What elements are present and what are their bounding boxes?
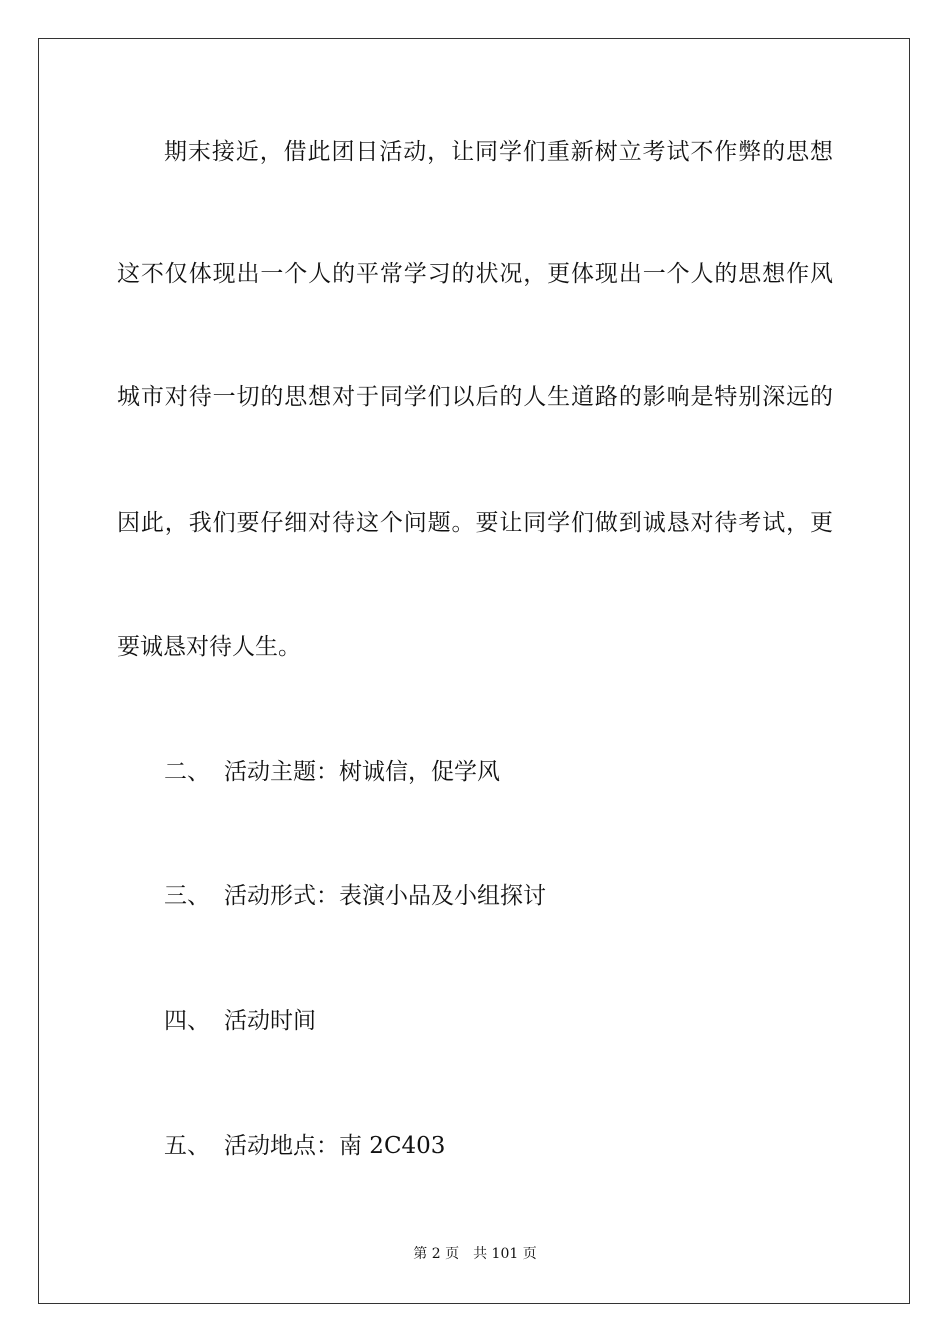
page-total: 共 101 页 (473, 1246, 537, 1262)
list-item-text: 活动主题：树诚信，促学风 (224, 759, 500, 785)
list-item-number: 三、 (164, 883, 210, 909)
page-border (38, 38, 910, 1304)
list-item-number: 四、 (164, 1008, 210, 1034)
paragraph-line-5: 要诚恳对待人生。 (117, 634, 301, 660)
page-footer (0, 1245, 950, 1263)
paragraph-line-2: 这不仅体现出一个人的平常学习的状况，更体现出一个人的思想作风 (117, 261, 833, 287)
list-item-form (164, 881, 546, 911)
list-item-time (164, 1006, 316, 1036)
page-number: 第 2 页 (413, 1246, 460, 1262)
list-item-theme (164, 757, 500, 787)
list-item-number: 五、 (164, 1133, 210, 1159)
list-item-text: 活动时间 (224, 1008, 316, 1034)
paragraph-line-4: 因此，我们要仔细对待这个问题。要让同学们做到诚恳对待考试，更 (117, 510, 833, 536)
paragraph-line-3: 城市对待一切的思想对于同学们以后的人生道路的影响是特别深远的 (117, 384, 833, 410)
paragraph-line-1: 期末接近，借此团日活动，让同学们重新树立考试不作弊的思想 (164, 139, 833, 165)
list-item-location (164, 1131, 445, 1161)
list-item-text: 活动地点：南 2C403 (224, 1133, 446, 1159)
list-item-text: 活动形式：表演小品及小组探讨 (224, 883, 546, 909)
list-item-number: 二、 (164, 759, 210, 785)
